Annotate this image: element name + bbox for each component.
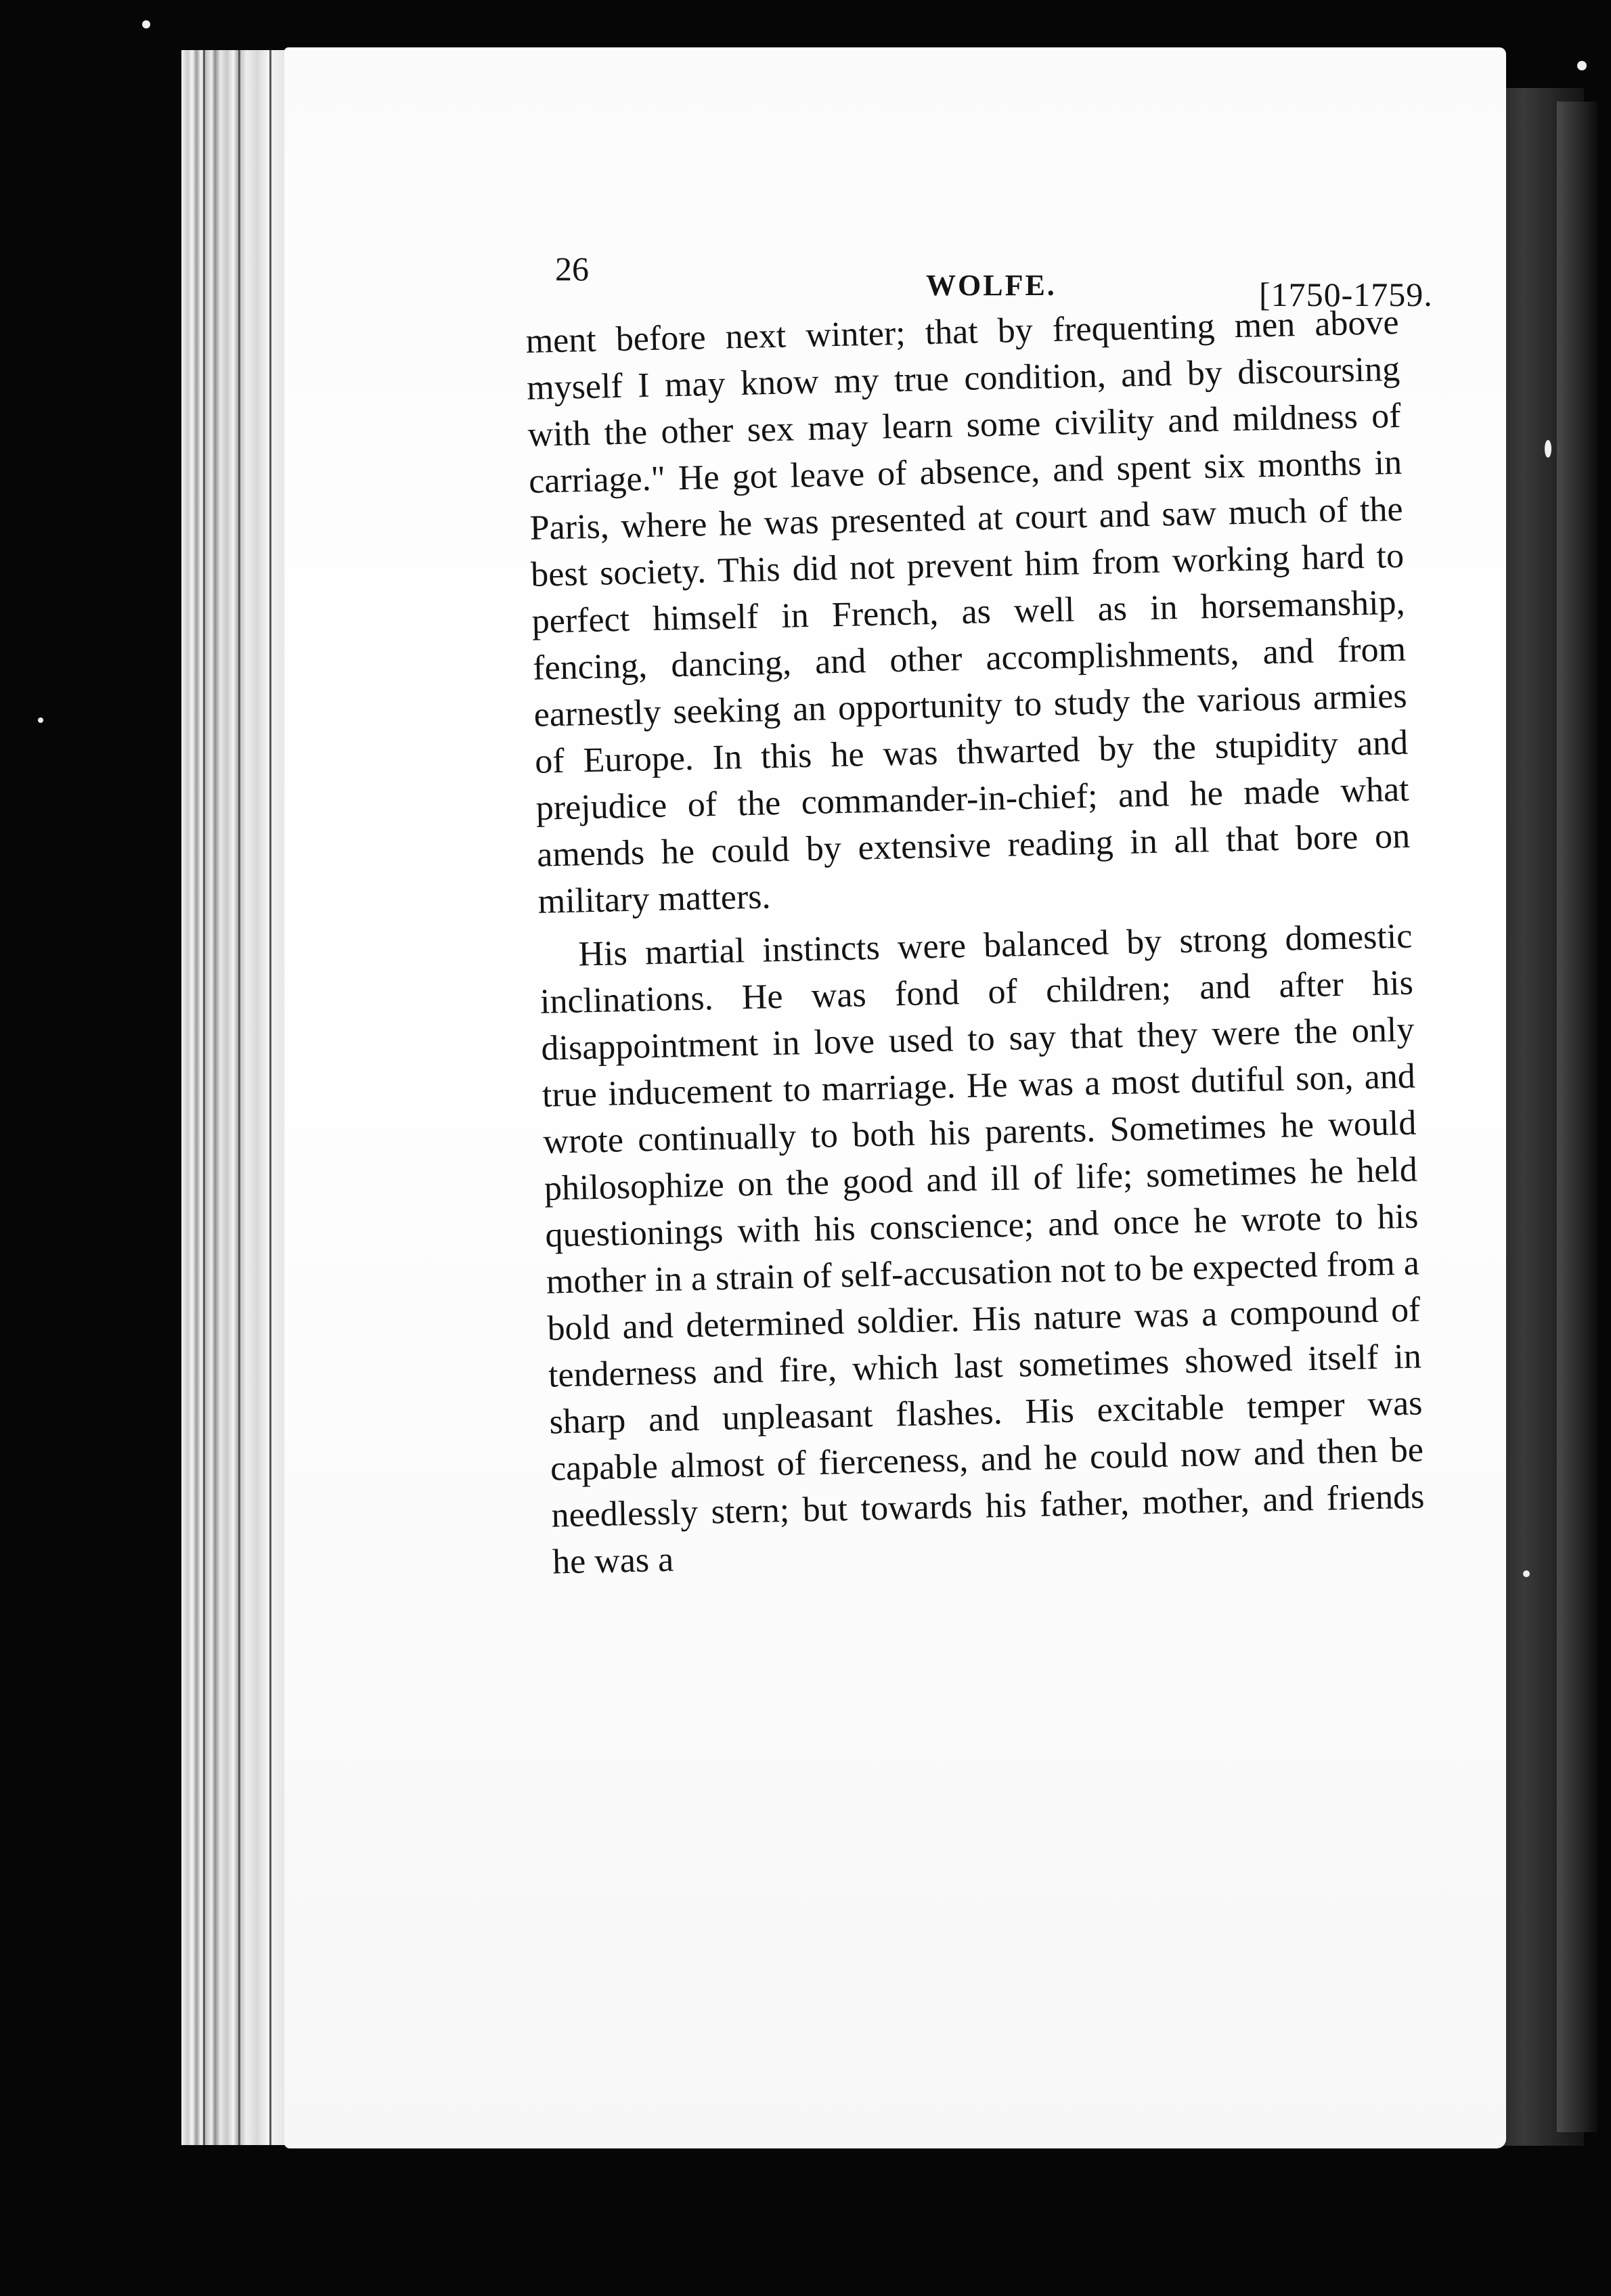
scan-speck: [38, 718, 43, 723]
date-range: [1750-1759.: [1259, 275, 1433, 313]
running-title: WOLFE.: [926, 269, 1057, 302]
body-text: [525, 299, 1426, 1586]
scan-speck: [142, 20, 150, 28]
scan-speck: [1523, 1570, 1530, 1577]
scan-speck: [1545, 440, 1551, 458]
page-block-edges: [181, 50, 290, 2145]
scan-speck: [1577, 61, 1587, 70]
paragraph: His martial instincts were balanced by strong domestic inclinations. He was fond of children; and after his disappointment in love used to say that they were the only true inducement to marriage. He was a most dutiful son, and wrote continually to both his parents. Sometimes he would philosophize on the good and ill of life; sometimes he held questionings with his conscience; and once he wrote to his mother in a strain of self-accusation not to be expected from a bold and determined soldier. His nature was a compound of tenderness and fire, which last sometimes showed itself in sharp and unpleasant flashes. His excitable temper was capable almost of fierceness, and he could now and then be needlessly stern; but towards his father, mother, and friends he was a: [539, 917, 1425, 1582]
page-number: 26: [555, 250, 589, 288]
leaf-line: [203, 50, 205, 2145]
leaf-line: [238, 50, 240, 2145]
leaf-line: [269, 50, 271, 2145]
underlying-page-edge: [1557, 102, 1597, 2132]
page-header: [555, 242, 1435, 313]
paragraph: ment before next winter; that by frequenting men above myself I may know my true condition, and by discoursing with the other sex may learn some civility and mildness of carriage." He got leave of absence, and spent six months in Paris, where he was presented at court and saw much of the best society. This did not prevent him from working hard to perfect himself in French, as well as in horsemanship, fencing, dancing, and other accomplishments, and from earnestly seeking an opportunity to study the various armies of Europe. In this he was thwarted by the stupidity and prejudice of the commander-in-chief; and he made what amends he could by extensive reading in all that bore on military matters.: [525, 303, 1411, 921]
